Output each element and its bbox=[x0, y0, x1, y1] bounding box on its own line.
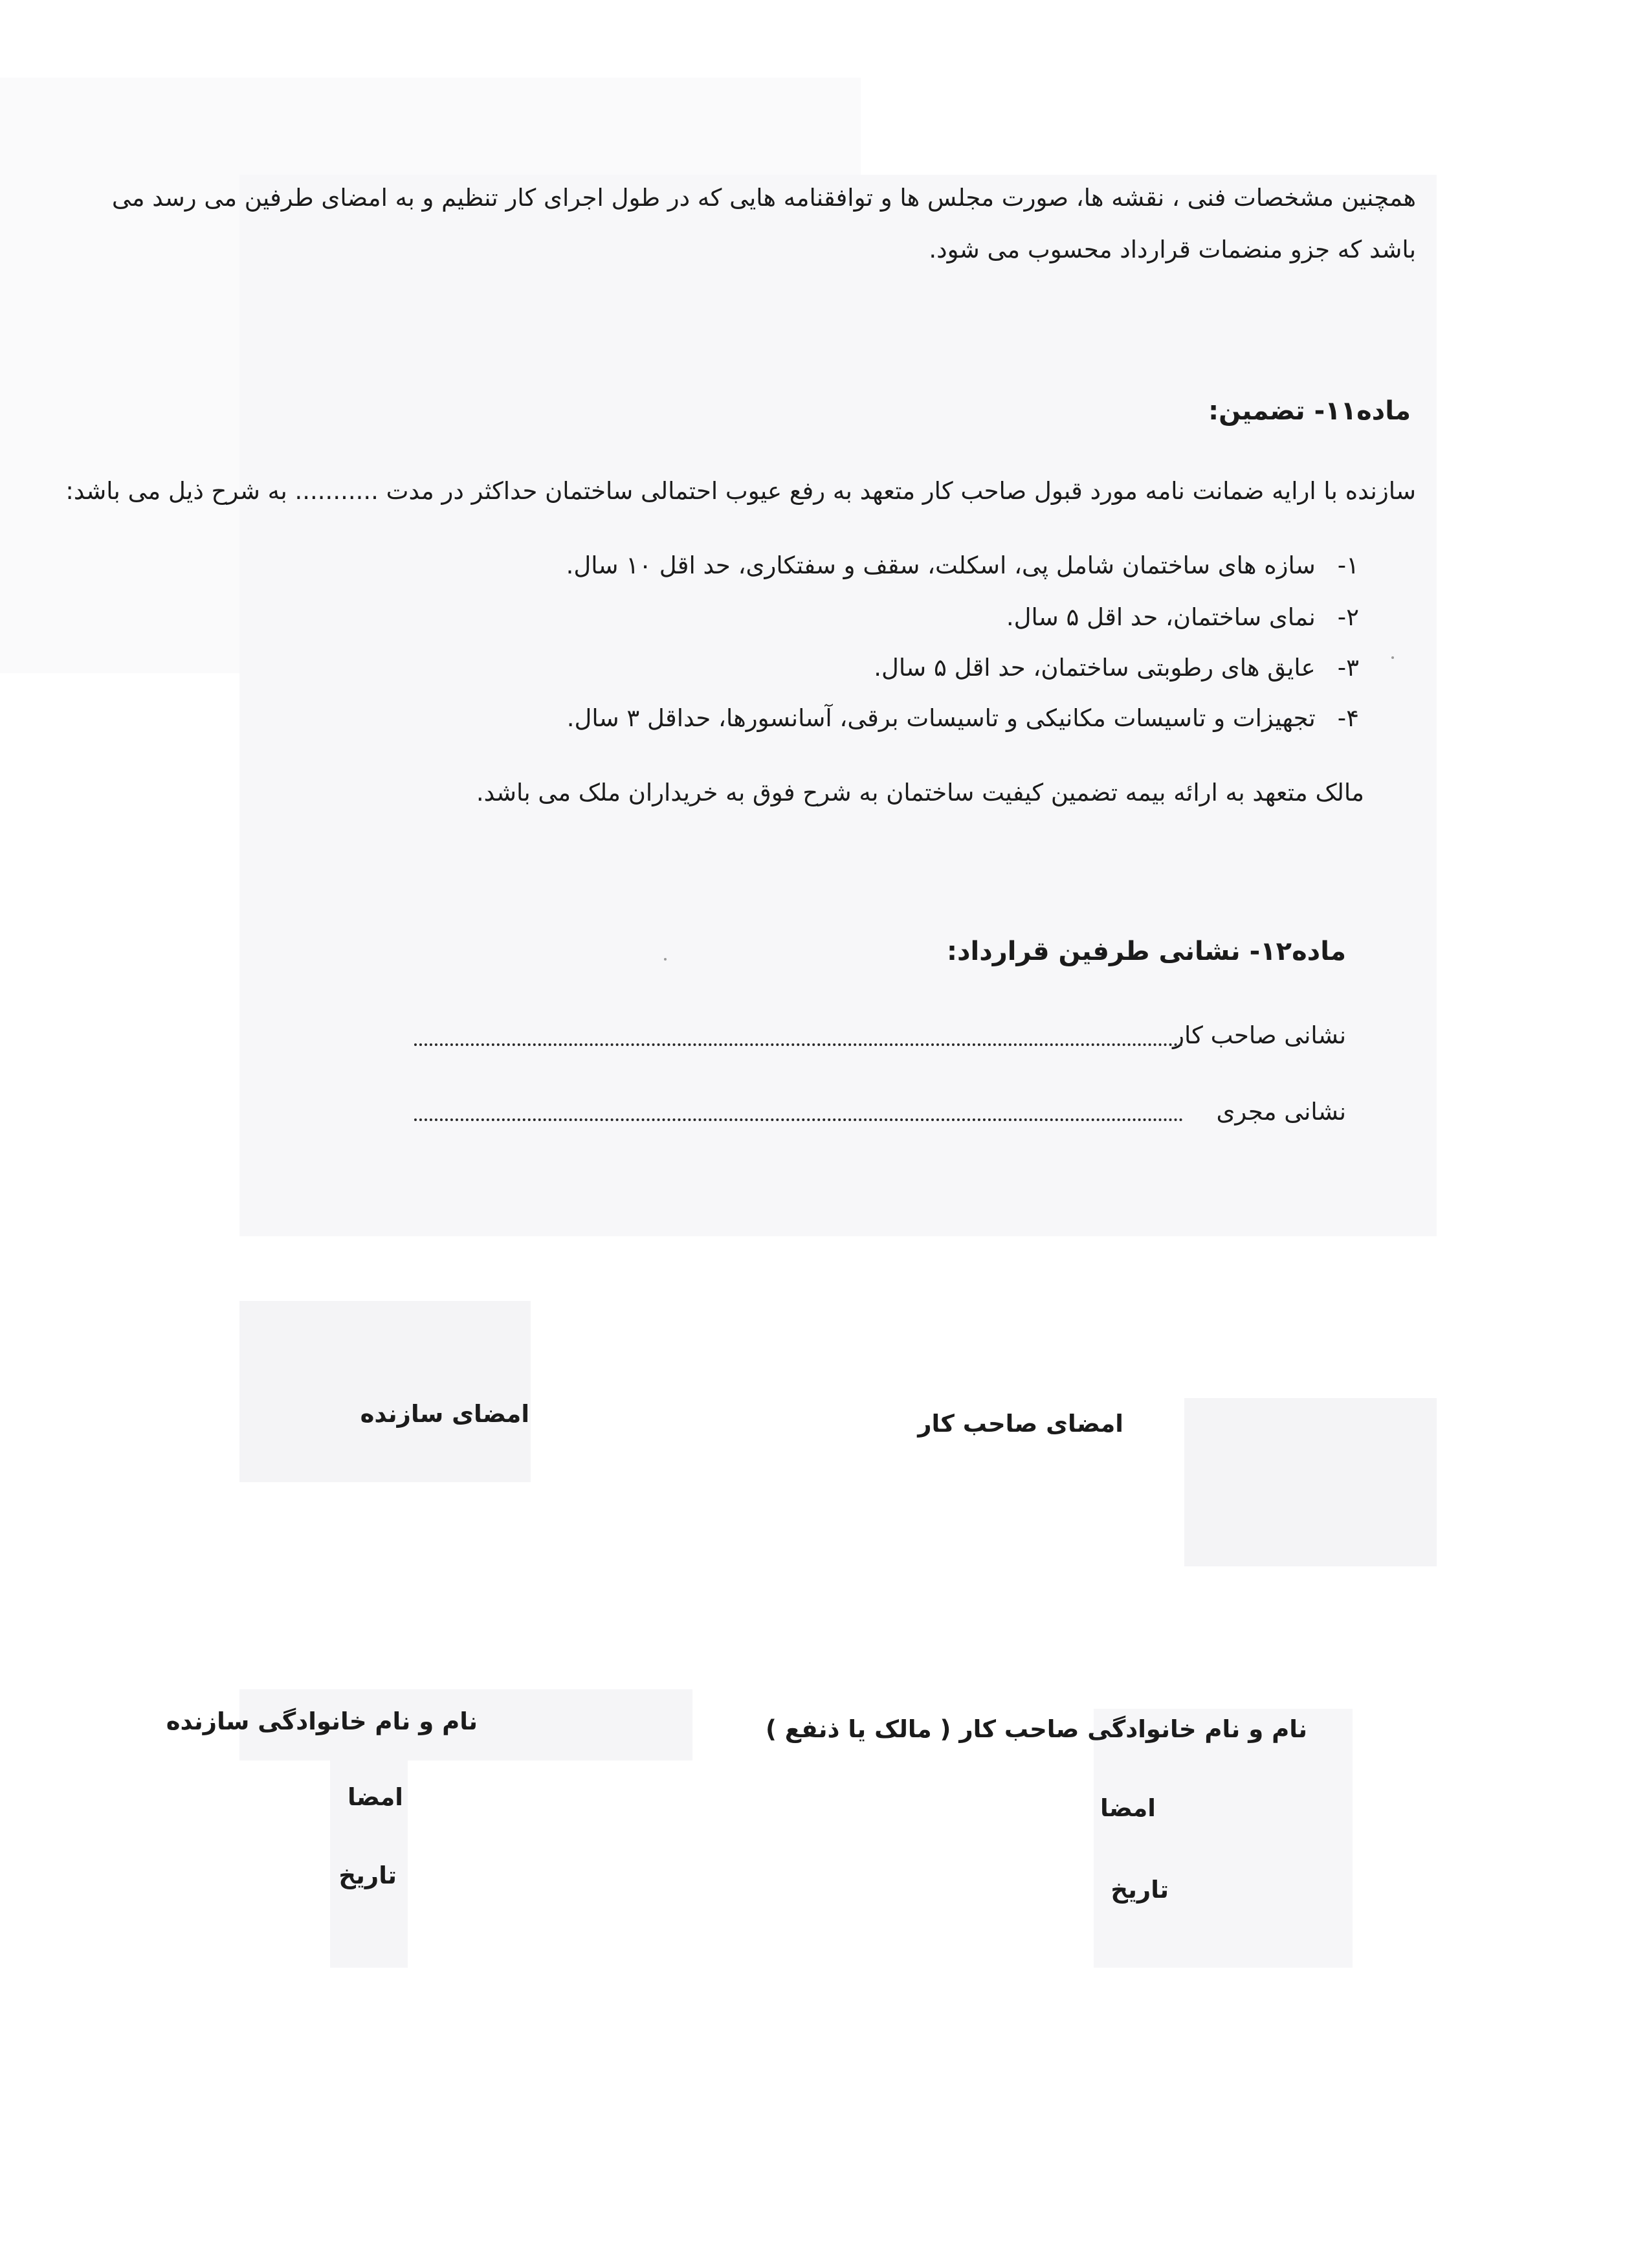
list-item bbox=[874, 654, 1359, 682]
list-item bbox=[567, 704, 1359, 732]
builder-date-label: تاریخ bbox=[338, 1862, 397, 1889]
contractor-address-fill-line bbox=[414, 1118, 1183, 1121]
employer-name-label: نام و نام خانوادگی صاحب کار ( مالک یا ذنفع ) bbox=[765, 1715, 1307, 1743]
builder-signature-label: امضای سازنده bbox=[360, 1400, 529, 1428]
list-item-number: ۳- bbox=[1337, 654, 1359, 682]
scan-shading bbox=[1184, 1398, 1437, 1566]
owner-insurance-note: مالک متعهد به ارائه بیمه تضمین کیفیت ساختمان به شرح فوق به خریداران ملک می باشد. bbox=[476, 779, 1364, 806]
intro-line-2: باشد که جزو منضمات قرارداد محسوب می شود. bbox=[929, 236, 1416, 263]
list-item-text: تجهیزات و تاسیسات مکانیکی و تاسیسات برقی، آسانسورها، حداقل ۳ سال. bbox=[566, 704, 1316, 732]
list-item bbox=[1006, 603, 1359, 631]
employer-sign-label: امضا bbox=[1100, 1794, 1156, 1822]
scan-speck bbox=[664, 958, 667, 961]
employer-date-label: تاریخ bbox=[1111, 1876, 1169, 1904]
list-item-text: سازه های ساختمان شامل پی، اسکلت، سقف و سفتکاری، حد اقل ۱۰ سال. bbox=[566, 551, 1316, 579]
list-item-number: ۱- bbox=[1337, 551, 1359, 579]
builder-sign-label: امضا bbox=[348, 1783, 403, 1811]
scan-speck bbox=[1391, 656, 1394, 659]
employer-signature-label: امضای صاحب کار bbox=[918, 1410, 1123, 1438]
article-11-heading: ماده۱۱- تضمین: bbox=[1208, 396, 1411, 426]
list-item bbox=[566, 551, 1359, 579]
contractor-address-label: نشانی مجری bbox=[1216, 1098, 1346, 1126]
intro-line-1: همچنین مشخصات فنی ، نقشه ها، صورت مجلس ها و توافقنامه هایی که در طول اجرای کار تنظیم و به امضای طرفین می رسد می bbox=[111, 184, 1416, 212]
builder-name-label: نام و نام خانوادگی سازنده bbox=[166, 1707, 478, 1735]
list-item-number: ۲- bbox=[1337, 603, 1359, 631]
article-11-paragraph: سازنده با ارایه ضمانت نامه مورد قبول صاحب کار متعهد به رفع عیوب احتمالی ساختمان حداکثر در مدت ........... به شرح ذیل می باشد: bbox=[65, 477, 1416, 505]
scan-shading bbox=[1094, 1709, 1353, 1968]
scan-shading bbox=[239, 1301, 531, 1482]
employer-address-fill-line bbox=[414, 1043, 1183, 1046]
employer-address-label: نشانی صاحب کار bbox=[1173, 1021, 1346, 1049]
article-12-heading: ماده۱۲- نشانی طرفین قرارداد: bbox=[946, 937, 1346, 966]
list-item-text: نمای ساختمان، حد اقل ۵ سال. bbox=[1006, 603, 1316, 631]
list-item-number: ۴- bbox=[1337, 704, 1359, 732]
list-item-text: عایق های رطوبتی ساختمان، حد اقل ۵ سال. bbox=[874, 654, 1316, 682]
